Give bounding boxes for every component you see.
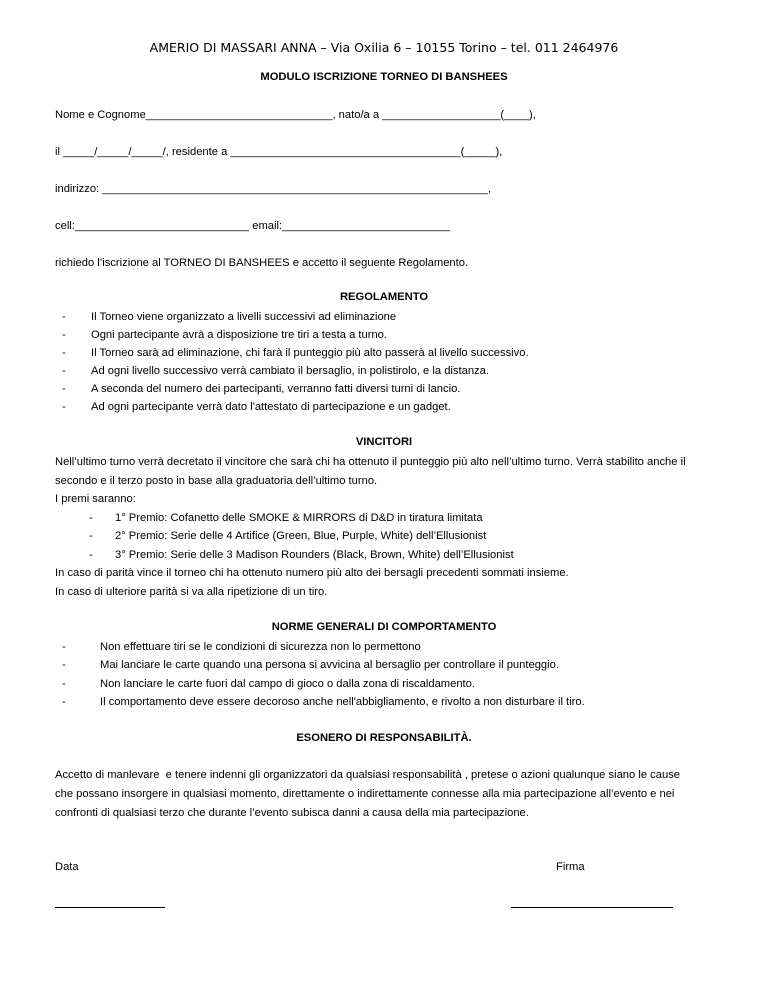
list-bullet: - bbox=[62, 401, 66, 413]
list-bullet: - bbox=[89, 549, 93, 561]
esonero-text-line: Accetto di manlevare e tenere indenni gli organizzatori da qualsiasi responsabilità , pretese o azioni qualunque siano le cause bbox=[55, 769, 681, 781]
firma-label: Firma bbox=[556, 861, 585, 873]
list-item: Ad ogni partecipante verrà dato l'attestato di partecipazione e un gadget. bbox=[91, 401, 451, 413]
list-bullet: - bbox=[62, 641, 66, 653]
list-bullet: - bbox=[62, 383, 66, 395]
list-item: Il Torneo viene organizzato a livelli successivi ad eliminazione bbox=[91, 311, 397, 323]
list-bullet: - bbox=[62, 311, 66, 323]
form-line-birth-residence[interactable]: il _____/_____/_____/, residente a _____________________________________(_____), bbox=[55, 146, 503, 158]
parita-rule: In caso di parità vince il torneo chi ha ottenuto numero più alto dei bersagli precedenti sommati insieme. bbox=[55, 567, 569, 579]
list-item: 3° Premio: Serie delle 3 Madison Rounders (Black, Brown, White) dell’Ellusionist bbox=[115, 549, 514, 561]
list-item: Mai lanciare le carte quando una persona si avvicina al bersaglio per controllare il punteggio. bbox=[100, 659, 559, 671]
list-item: 2° Premio: Serie delle 4 Artifice (Green, Blue, Purple, White) dell’Ellusionist bbox=[115, 530, 487, 542]
request-statement: richiedo l’iscrizione al TORNEO DI BANSHEES e accetto il seguente Regolamento. bbox=[55, 257, 469, 269]
esonero-heading: ESONERO DI RESPONSABILITÀ. bbox=[296, 732, 472, 744]
form-line-name[interactable]: Nome e Cognome______________________________, nato/a a ___________________(____), bbox=[55, 109, 536, 121]
data-signature-line[interactable] bbox=[55, 907, 165, 908]
list-bullet: - bbox=[62, 696, 66, 708]
list-item: Ogni partecipante avrà a disposizione tre tiri a testa a turno. bbox=[91, 329, 388, 341]
list-item: 1° Premio: Cofanetto delle SMOKE & MIRRORS di D&D in tiratura limitata bbox=[115, 512, 483, 524]
list-bullet: - bbox=[62, 329, 66, 341]
norme-heading: NORME GENERALI DI COMPORTAMENTO bbox=[271, 621, 497, 633]
vincitori-text-line: secondo e il terzo posto in base alla graduatoria dell’ultimo turno. bbox=[55, 475, 378, 487]
vincitori-heading: VINCITORI bbox=[355, 436, 413, 448]
data-label: Data bbox=[55, 861, 79, 873]
list-bullet: - bbox=[89, 530, 93, 542]
esonero-text-line: che possano insorgere in qualsiasi momento, direttamente o indirettamente connesse alla mia partecipazione all’evento e nei bbox=[55, 788, 675, 800]
premi-intro: I premi saranno: bbox=[55, 493, 136, 505]
list-item: Il comportamento deve essere decoroso anche nell'abbigliamento, e rivolto a non disturbare il tiro. bbox=[100, 696, 585, 708]
list-item: A seconda del numero dei partecipanti, verranno fatti diversi turni di lancio. bbox=[91, 383, 461, 395]
regolamento-heading: REGOLAMENTO bbox=[339, 291, 429, 303]
list-bullet: - bbox=[62, 347, 66, 359]
form-line-contacts[interactable]: cell:____________________________ email:___________________________ bbox=[55, 220, 451, 232]
esonero-text-line: confronti di qualsiasi terzo che durante l’evento subisca danni a causa della mia partecipazione. bbox=[55, 807, 529, 819]
document-title: MODULO ISCRIZIONE TORNEO DI BANSHEES bbox=[260, 71, 508, 83]
form-line-address[interactable]: indirizzo: ______________________________________________________________, bbox=[55, 183, 492, 195]
list-bullet: - bbox=[62, 678, 66, 690]
list-item: Non effettuare tiri se le condizioni di sicurezza non lo permettono bbox=[100, 641, 421, 653]
list-item: Ad ogni livello successivo verrà cambiato il bersaglio, in polistirolo, e la distanza. bbox=[91, 365, 489, 377]
list-item: Non lanciare le carte fuori dal campo di gioco o dalla zona di riscaldamento. bbox=[100, 678, 475, 690]
vincitori-text-line: Nell’ultimo turno verrà decretato il vincitore che sarà chi ha ottenuto il punteggio più alto nell’ultimo turno. Verrà stabilito anche il bbox=[55, 456, 686, 468]
parita-rule: In caso di ulteriore parità si va alla ripetizione di un tiro. bbox=[55, 586, 328, 598]
list-item: Il Torneo sarà ad eliminazione, chi farà il punteggio più alto passerà al livello successivo. bbox=[91, 347, 529, 359]
firma-signature-line[interactable] bbox=[511, 907, 673, 908]
list-bullet: - bbox=[62, 659, 66, 671]
list-bullet: - bbox=[89, 512, 93, 524]
letterhead: AMERIO DI MASSARI ANNA – Via Oxilia 6 – 10155 Torino – tel. 011 2464976 bbox=[149, 40, 619, 55]
list-bullet: - bbox=[62, 365, 66, 377]
